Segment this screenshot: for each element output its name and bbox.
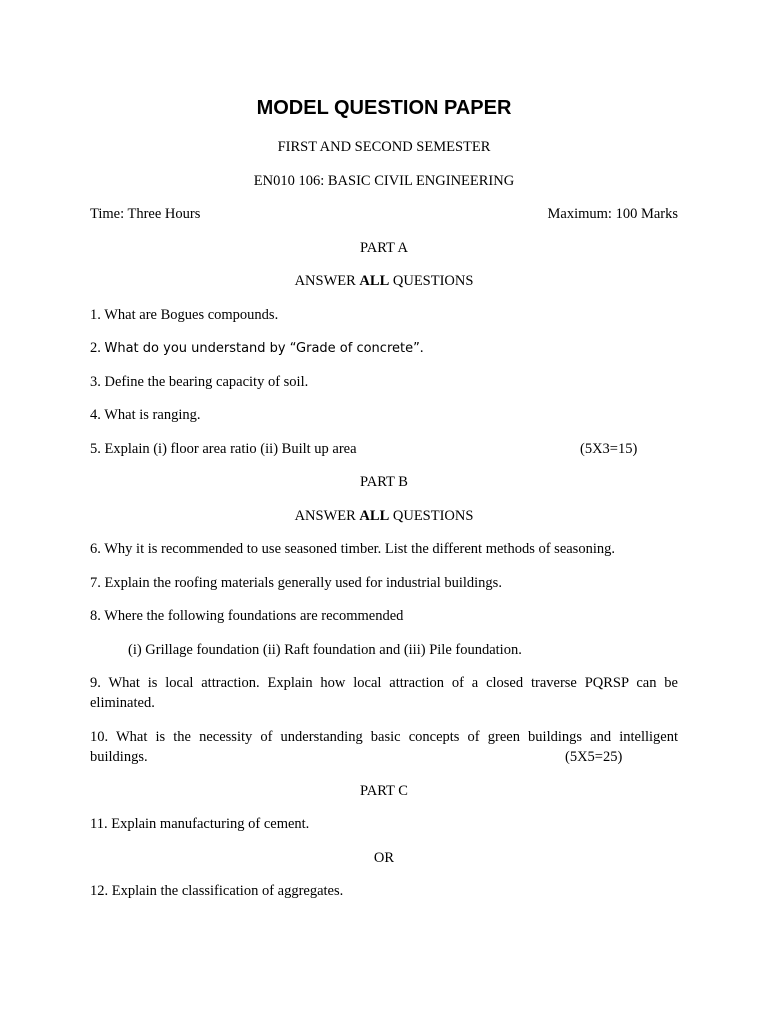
question-10-line-1: 10. What is the necessity of understanding basic concepts of green buildings and intelligent — [90, 729, 678, 745]
or-separator: OR — [373, 850, 395, 866]
question-text: What do you understand by “Grade of concrete” — [104, 341, 420, 356]
course-line: EN010 106: BASIC CIVIL ENGINEERING — [253, 173, 515, 189]
part-c-heading: PART C — [360, 783, 408, 799]
question-2 — [90, 339, 423, 358]
part-b-heading: PART B — [360, 474, 408, 490]
instruction-emphasis: ALL — [359, 508, 390, 524]
part-a-instruction — [0, 272, 768, 290]
question-1: 1. What are Bogues compounds. — [90, 307, 279, 323]
part-a-marks: (5X3=15) — [580, 441, 638, 457]
question-8-options: (i) Grillage foundation (ii) Raft foundation and (iii) Pile foundation. — [128, 642, 522, 658]
question-4: 4. What is ranging. — [90, 407, 201, 423]
question-9-line-1: 9. What is local attraction. Explain how local attraction of a closed traverse PQRSP can be — [90, 675, 678, 691]
question-7: 7. Explain the roofing materials generally used for industrial buildings. — [90, 575, 502, 591]
page-title: MODEL QUESTION PAPER — [256, 97, 512, 119]
question-5: 5. Explain (i) floor area ratio (ii) Built up area — [90, 441, 357, 457]
question-9-line-2: eliminated. — [90, 695, 155, 711]
question-punctuation: . — [419, 340, 424, 356]
instruction-text: ANSWER — [294, 508, 360, 524]
part-b-marks: (5X5=25) — [565, 749, 623, 765]
question-12: 12. Explain the classification of aggregates. — [90, 883, 344, 899]
question-3: 3. Define the bearing capacity of soil. — [90, 374, 309, 390]
semester-line: FIRST AND SECOND SEMESTER — [277, 139, 491, 155]
time-label: Time: Three Hours — [90, 206, 201, 222]
part-a-heading: PART A — [360, 240, 408, 256]
question-6: 6. Why it is recommended to use seasoned timber. List the different methods of seasoning. — [90, 541, 615, 557]
instruction-text: ANSWER — [294, 273, 360, 289]
max-marks-label: Maximum: 100 Marks — [547, 206, 678, 222]
question-number: 2. — [90, 340, 105, 356]
question-11: 11. Explain manufacturing of cement. — [90, 816, 310, 832]
instruction-emphasis: ALL — [359, 273, 390, 289]
question-10-line-2: buildings. — [90, 749, 148, 765]
part-b-instruction — [0, 507, 768, 525]
instruction-text: QUESTIONS — [389, 273, 474, 289]
question-8: 8. Where the following foundations are recommended — [90, 608, 404, 624]
instruction-text: QUESTIONS — [389, 508, 474, 524]
